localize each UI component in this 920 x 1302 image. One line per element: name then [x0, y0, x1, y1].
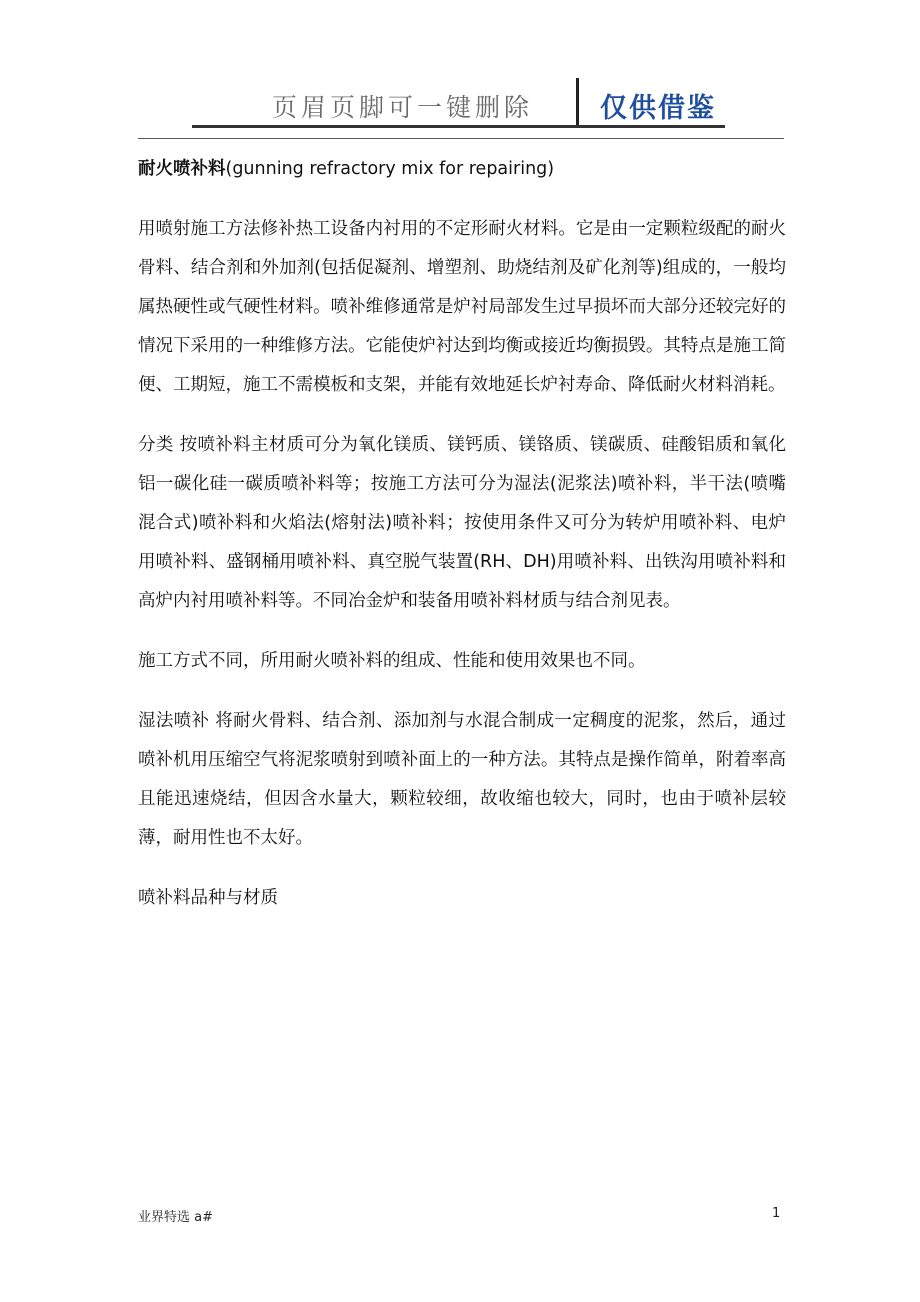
paragraph-classification: 分类 按喷补料主材质可分为氧化镁质、镁钙质、镁铬质、镁碳质、硅酸铝质和氧化铝一碳化硅一碳质喷补料等；按施工方法可分为湿法(泥浆法)喷补料，半干法(喷嘴混合式)喷补料和火焰法(熔射法)喷补料；按使用条件又可分为转炉用喷补料、电炉用喷补料、盛钢桶用喷补料、真空脱气装置(RH、DH)用喷补料、出铁沟用喷补料和高炉内衬用喷补料等。不同冶金炉和装备用喷补料材质与结合剂见表。 [138, 435, 786, 611]
footer-left-text: 业界特选 a# [138, 1210, 213, 1225]
paragraph-definition: 用喷射施工方法修补热工设备内衬用的不定形耐火材料。它是由一定颗粒级配的耐火骨料、结合剂和外加剂(包括促凝剂、增塑剂、助烧结剂及矿化剂等)组成的，一般均属热硬性或气硬性材料。喷补维修通常是炉衬局部发生过早损坏而大部分还较完好的情况下采用的一种维修方法。它能使炉衬达到均衡或接近均衡损毁。其特点是施工简便、工期短，施工不需模板和支架，并能有效地延长炉衬寿命、降低耐火材料消耗。 [138, 219, 786, 395]
title-term: 耐火喷补料 [138, 159, 226, 179]
title-english: (gunning refractory mix for repairing) [225, 159, 555, 179]
paragraph-construction: 施工方式不同，所用耐火喷补料的组成、性能和使用效果也不同。 [138, 651, 646, 671]
header-right-text: 仅供借鉴 [600, 93, 716, 124]
page-number: 1 [772, 1206, 781, 1221]
header-left-text: 页眉页脚可一键删除 [272, 93, 534, 122]
page-header [0, 0, 920, 140]
header-rule [138, 138, 784, 139]
paragraph-section-heading: 喷补料品种与材质 [138, 888, 278, 908]
paragraph-wet-gunning: 湿法喷补 将耐火骨料、结合剂、添加剂与水混合制成一定稠度的泥浆，然后，通过喷补机用压缩空气将泥浆喷射到喷补面上的一种方法。其特点是操作简单，附着率高且能迅速烧结，但因含水量大，颗粒较细，故收缩也较大，同时，也由于喷补层较薄，耐用性也不太好。 [138, 711, 786, 848]
document-body [138, 150, 786, 939]
header-underline [192, 125, 725, 128]
document-title [138, 150, 786, 189]
header-divider [576, 78, 579, 128]
